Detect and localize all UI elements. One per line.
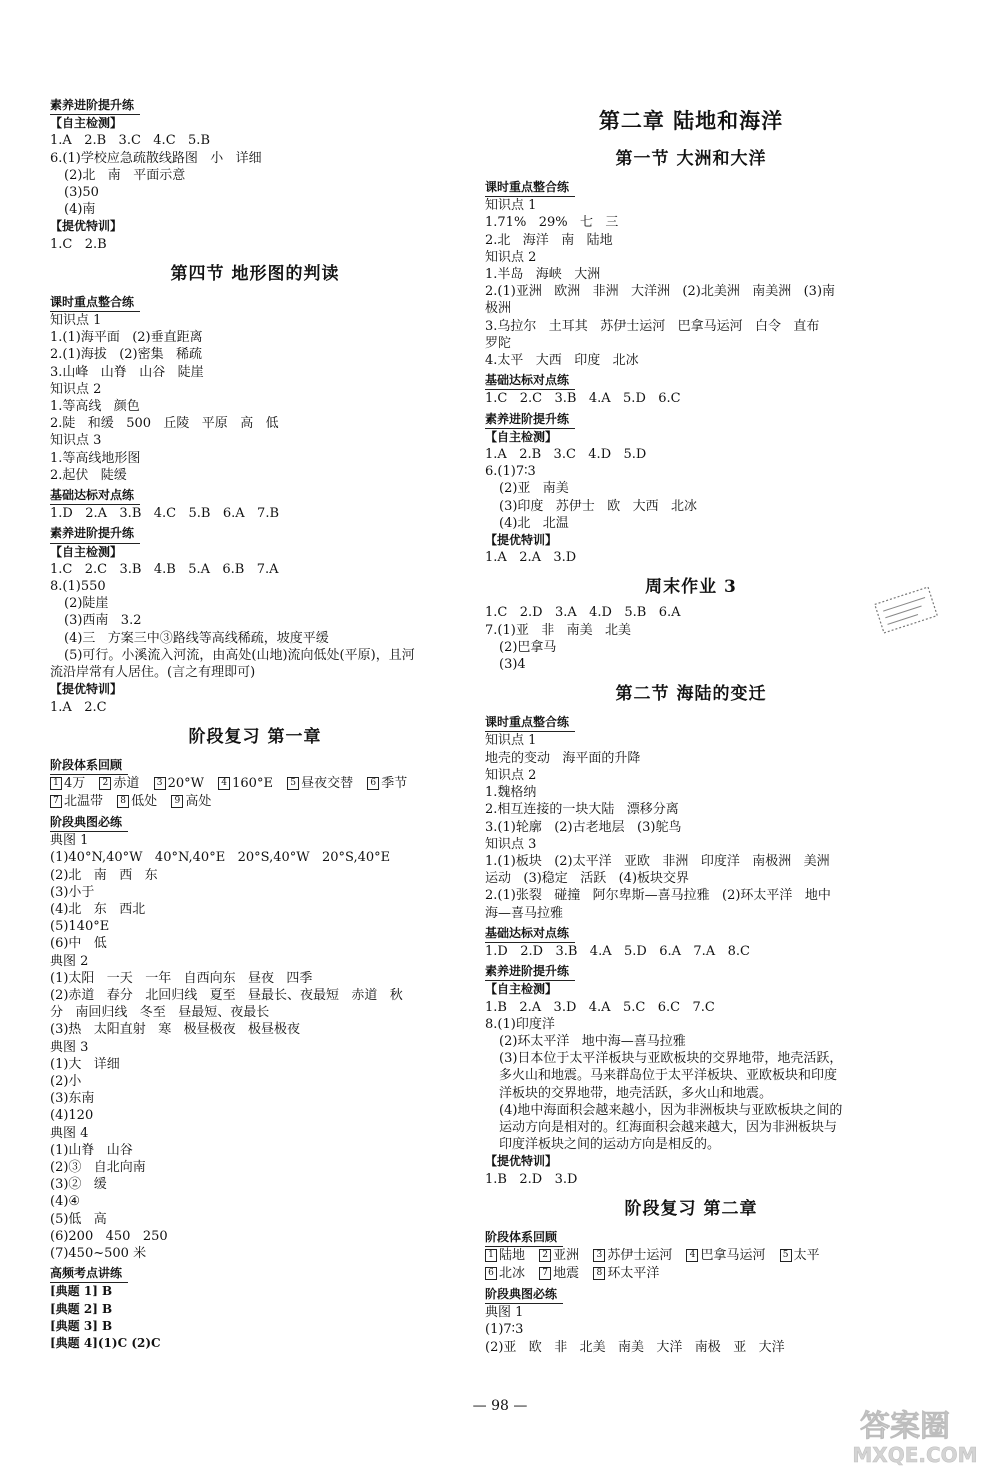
answer-line: (1)7∶3 xyxy=(485,1322,524,1338)
number-box: 4 xyxy=(218,777,230,790)
answer-line: 2.(1)张裂 碰撞 阿尔卑斯—喜马拉雅 (2)环太平洋 地中 xyxy=(485,888,831,904)
box-answer: 昼夜交替 xyxy=(301,775,354,791)
number-box: 2 xyxy=(99,777,111,790)
answer-line: 1.A 2.A 3.D xyxy=(485,550,577,566)
answer-line: (2)小 xyxy=(50,1073,82,1089)
number-box: 7 xyxy=(50,795,62,808)
knowledge-point: 知识点 1 xyxy=(50,313,102,329)
answer-line: 1.B 2.A 3.D 4.A 5.C 6.C 7.C xyxy=(485,999,715,1015)
section-label: 基础达标对点练 xyxy=(485,925,575,943)
section-title: 阶段复习 第一章 xyxy=(188,726,322,747)
number-box: 7 xyxy=(539,1267,551,1280)
answer-block xyxy=(485,732,897,921)
answer-line: [典题 1] B xyxy=(50,1284,113,1299)
box-row xyxy=(485,1265,897,1283)
stamp-icon xyxy=(870,585,942,635)
answer-line: 1.等高线 颜色 xyxy=(50,399,140,415)
section-label: 阶段体系回顾 xyxy=(485,1229,563,1247)
number-box: 1 xyxy=(50,777,62,790)
answer-line: (3)日本位于太平洋板块与亚欧板块的交界地带，地壳活跃， xyxy=(499,1051,843,1067)
section-label: 素养进阶提升练 xyxy=(50,97,140,115)
section-title: 阶段复习 第二章 xyxy=(624,1198,758,1219)
self-check-label: 【自主检测】 xyxy=(50,544,123,559)
section-label: 阶段体系回顾 xyxy=(50,757,128,775)
number-box: 4 xyxy=(686,1249,698,1262)
answer-line: 2.起伏 陡缓 xyxy=(50,467,127,483)
knowledge-point: 知识点 2 xyxy=(485,767,537,783)
answer-block xyxy=(50,1283,460,1352)
answer-line: 流沿岸常有人居住。(言之有理即可) xyxy=(50,665,256,681)
answer-line: 3.山峰 山脊 山谷 陡崖 xyxy=(50,364,204,380)
improve-label: 【提优特训】 xyxy=(50,219,123,234)
answer-line: 海—喜马拉雅 xyxy=(485,905,564,921)
self-check-label: 【自主检测】 xyxy=(485,982,558,997)
map-label: 典图 3 xyxy=(50,1039,89,1055)
answer-line: (2)巴拿马 xyxy=(499,639,557,655)
answer-block xyxy=(485,604,897,673)
section-label: 课时重点整合练 xyxy=(485,179,575,197)
section-label: 素养进阶提升练 xyxy=(50,525,140,543)
section-label: 阶段典图必练 xyxy=(50,814,128,832)
answer-line: (5)可行。小溪流入河流，由高处(山地)流向低处(平原)，且河 xyxy=(64,647,415,663)
answer-line: (6)200 450 250 xyxy=(50,1228,168,1244)
answer-line: 1.A 2.C xyxy=(50,699,107,715)
answer-block xyxy=(50,132,460,218)
improve-label: 【提优特训】 xyxy=(485,533,558,548)
answer-line: (3)50 xyxy=(64,185,99,201)
answer-line: (4)三 方案三中③路线等高线稀疏，坡度平缓 xyxy=(64,630,329,646)
answer-line: 1.C 2.D 3.A 4.D 5.B 6.A xyxy=(485,605,681,621)
answer-line: [典题 2] B xyxy=(50,1301,113,1316)
answer-line: 1.等高线地形图 xyxy=(50,450,141,466)
section-title: 第一节 大洲和大洋 xyxy=(615,149,767,169)
answer-line: 1.(1)板块 (2)太平洋 亚欧 非洲 印度洋 南极洲 美洲 xyxy=(485,853,830,869)
answer-line: 罗陀 xyxy=(485,335,512,351)
section-title: 第四节 地形图的判读 xyxy=(170,263,340,284)
box-answer: 苏伊士运河 xyxy=(607,1247,673,1263)
box-answer: 太平 xyxy=(793,1247,820,1263)
number-box: 8 xyxy=(593,1267,605,1280)
answer-line: 2.北 海洋 南 陆地 xyxy=(485,232,613,248)
answer-line: 1.C 2.B xyxy=(50,236,107,252)
answer-line: (3)印度 苏伊士 欧 大西 北冰 xyxy=(499,498,698,514)
knowledge-point: 知识点 2 xyxy=(485,249,537,265)
answer-line: 1.魏格纳 xyxy=(485,785,537,801)
answer-line: 1.C 2.C 3.B 4.B 5.A 6.B 7.A xyxy=(50,561,279,577)
section-label: 课时重点整合练 xyxy=(50,294,140,312)
answer-line: 1.半岛 海峡 大洲 xyxy=(485,267,601,283)
section-label: 课时重点整合练 xyxy=(485,714,575,732)
answer-block xyxy=(50,832,460,1262)
knowledge-point: 知识点 3 xyxy=(485,836,537,852)
answer-line: 2.陡 和缓 500 丘陵 平原 高 低 xyxy=(50,416,279,432)
answer-line: 洋板块的交界地带，地壳活跃，多火山和地震。 xyxy=(499,1085,773,1101)
answer-line: (2)环太平洋 地中海—喜马拉雅 xyxy=(499,1033,686,1049)
box-answer: 北冰 xyxy=(499,1265,526,1281)
watermark-url: MXQE.COM xyxy=(852,1443,978,1467)
answer-block xyxy=(485,1304,897,1356)
answer-line: 运动方向是相对的。红海面积会越来越大，因为非洲板块与 xyxy=(499,1119,838,1135)
box-answer: 环太平洋 xyxy=(607,1265,660,1281)
answer-line: 8.(1)550 xyxy=(50,579,106,595)
answer-line: (5)140°E xyxy=(50,919,110,935)
box-answer: 陆地 xyxy=(499,1247,526,1263)
answer-line: 1.B 2.D 3.D xyxy=(485,1171,578,1187)
answer-line: (6)中 低 xyxy=(50,936,107,952)
box-row xyxy=(50,793,460,811)
number-box: 1 xyxy=(485,1249,497,1262)
number-box: 6 xyxy=(367,777,379,790)
answer-block xyxy=(485,446,897,532)
section-label: 阶段典图必练 xyxy=(485,1286,563,1304)
left-column xyxy=(50,94,460,1352)
answer-line: 6.(1)7∶3 xyxy=(485,464,536,480)
right-column xyxy=(485,100,897,1356)
watermark-logo xyxy=(805,1402,995,1468)
answer-line: 极洲 xyxy=(485,301,512,317)
number-box: 8 xyxy=(117,795,129,808)
answer-line: (1)山脊 山谷 xyxy=(50,1142,133,1158)
answer-line: 1.D 2.D 3.B 4.A 5.D 6.A 7.A 8.C xyxy=(485,943,750,959)
number-box: 2 xyxy=(539,1249,551,1262)
answer-line: 2.(1)海拔 (2)密集 稀疏 xyxy=(50,347,203,363)
section-title: 第二节 海陆的变迁 xyxy=(615,684,767,705)
answer-line: 4.太平 大西 印度 北冰 xyxy=(485,353,639,369)
answer-line: (7)450~500 米 xyxy=(50,1245,147,1261)
answer-line: (4)④ xyxy=(50,1194,81,1210)
answer-block xyxy=(485,999,897,1154)
answer-line: 1.C 2.C 3.B 4.A 5.D 6.C xyxy=(485,391,681,407)
answer-line: (2)陡崖 xyxy=(64,596,109,612)
answer-line: 1.D 2.A 3.B 4.C 5.B 6.A 7.B xyxy=(50,506,280,522)
answer-line: (3)② 缓 xyxy=(50,1177,107,1193)
answer-line: 8.(1)印度洋 xyxy=(485,1016,555,1032)
answer-line: 印度洋板块之间的运动方向是相反的。 xyxy=(499,1137,721,1153)
box-answer: 4万 xyxy=(64,775,86,791)
improve-label: 【提优特训】 xyxy=(50,682,123,697)
section-label: 素养进阶提升练 xyxy=(485,411,575,429)
box-answer: 亚洲 xyxy=(553,1247,580,1263)
box-answer: 巴拿马运河 xyxy=(700,1247,766,1263)
map-label: 典图 2 xyxy=(50,953,89,969)
self-check-label: 【自主检测】 xyxy=(50,116,123,131)
answer-line: 1.A 2.B 3.C 4.C 5.B xyxy=(50,133,210,149)
answer-line: 3.乌拉尔 土耳其 苏伊士运河 巴拿马运河 白令 直布 xyxy=(485,318,820,334)
chapter-title: 第二章 陆地和海洋 xyxy=(598,108,784,133)
answer-block xyxy=(50,561,460,681)
answer-block xyxy=(485,197,897,369)
page-number: — 98 — xyxy=(472,1398,528,1414)
answer-line: (3)热 太阳直射 寒 极昼极夜 极昼极夜 xyxy=(50,1022,301,1038)
box-answer: 160°E xyxy=(232,775,273,791)
number-box: 5 xyxy=(287,777,299,790)
answer-line: (3)小于 xyxy=(50,884,95,900)
knowledge-point: 知识点 2 xyxy=(50,381,102,397)
box-answer: 高处 xyxy=(185,793,212,809)
knowledge-point: 知识点 3 xyxy=(50,433,102,449)
map-label: 典图 1 xyxy=(50,833,89,849)
answer-line: (4)北 东 西北 xyxy=(50,901,146,917)
section-label: 基础达标对点练 xyxy=(485,372,575,390)
answer-line: (5)低 高 xyxy=(50,1211,107,1227)
answer-line: (2)北 南 平面示意 xyxy=(64,167,186,183)
box-answer: 低处 xyxy=(131,793,158,809)
box-answer: 20°W xyxy=(167,775,204,791)
number-box: 6 xyxy=(485,1267,497,1280)
answer-line: 1.71% 29% 七 三 xyxy=(485,215,619,231)
answer-line: 运动 (3)稳定 活跃 (4)板块交界 xyxy=(485,871,690,887)
answer-line: (2)赤道 春分 北回归线 夏至 昼最长、夜最短 赤道 秋 xyxy=(50,987,403,1003)
box-answer: 赤道 xyxy=(113,775,140,791)
answer-line: 6.(1)学校应急疏散线路图 小 详细 xyxy=(50,150,262,166)
answer-line: 2.相互连接的一块大陆 漂移分离 xyxy=(485,802,679,818)
answer-line: (3)4 xyxy=(499,657,526,673)
answer-line: (1)大 详细 xyxy=(50,1056,120,1072)
box-row xyxy=(485,1247,897,1265)
answer-line: 7.(1)亚 非 南美 北美 xyxy=(485,622,632,638)
answer-line: (4)120 xyxy=(50,1108,94,1124)
number-box: 3 xyxy=(593,1249,605,1262)
answer-line: (1)太阳 一天 一年 自西向东 昼夜 四季 xyxy=(50,970,313,986)
answer-line: 1.(1)海平面 (2)垂直距离 xyxy=(50,330,203,346)
map-label: 典图 1 xyxy=(485,1305,524,1321)
answer-line: 分 南回归线 冬至 昼最短、夜最长 xyxy=(50,1005,270,1021)
answer-line: (1)40°N,40°W 40°N,40°E 20°S,40°W 20°S,40°E xyxy=(50,850,391,866)
box-answer: 季节 xyxy=(381,775,408,791)
answer-block xyxy=(50,312,460,484)
box-answer: 北温带 xyxy=(64,793,104,809)
box-row xyxy=(50,775,460,793)
number-box: 5 xyxy=(780,1249,792,1262)
improve-label: 【提优特训】 xyxy=(485,1154,558,1169)
answer-line: 地壳的变动 海平面的升降 xyxy=(485,750,641,766)
number-box: 3 xyxy=(154,777,166,790)
self-check-label: 【自主检测】 xyxy=(485,429,558,444)
knowledge-point: 知识点 1 xyxy=(485,198,537,214)
answer-line: 3.(1)轮廓 (2)古老地层 (3)鸵鸟 xyxy=(485,819,682,835)
box-answer: 地震 xyxy=(553,1265,580,1281)
watermark-text: 答案圈 xyxy=(860,1409,950,1444)
answer-line: [典题 4](1)C (2)C xyxy=(50,1336,161,1350)
map-label: 典图 4 xyxy=(50,1125,89,1141)
section-label: 基础达标对点练 xyxy=(50,487,140,505)
answer-line: (4)南 xyxy=(64,202,96,218)
answer-line: 1.A 2.B 3.C 4.D 5.D xyxy=(485,447,647,463)
answer-line: (2)③ 自北向南 xyxy=(50,1159,146,1175)
answer-line: [典题 3] B xyxy=(50,1318,113,1333)
answer-line: (2)亚 南美 xyxy=(499,481,569,497)
knowledge-point: 知识点 1 xyxy=(485,733,537,749)
section-label: 素养进阶提升练 xyxy=(485,963,575,981)
answer-line: (3)西南 3.2 xyxy=(64,613,142,629)
answer-line: (2)北 南 西 东 xyxy=(50,867,158,883)
answer-line: (4)地中海面积会越来越小，因为非洲板块与亚欧板块之间的 xyxy=(499,1102,843,1118)
answer-line: (3)东南 xyxy=(50,1091,95,1107)
section-label: 高频考点讲练 xyxy=(50,1265,128,1283)
answer-line: (2)亚 欧 非 北美 南美 大洋 南极 亚 大洋 xyxy=(485,1339,785,1355)
section-title: 周末作业 3 xyxy=(645,577,737,598)
answer-line: 2.(1)亚洲 欧洲 非洲 大洋洲 (2)北美洲 南美洲 (3)南 xyxy=(485,284,836,300)
number-box: 9 xyxy=(171,795,183,808)
answer-line: 多火山和地震。马来群岛位于太平洋板块、亚欧板块和印度 xyxy=(499,1068,838,1084)
answer-line: (4)北 北温 xyxy=(499,515,569,531)
